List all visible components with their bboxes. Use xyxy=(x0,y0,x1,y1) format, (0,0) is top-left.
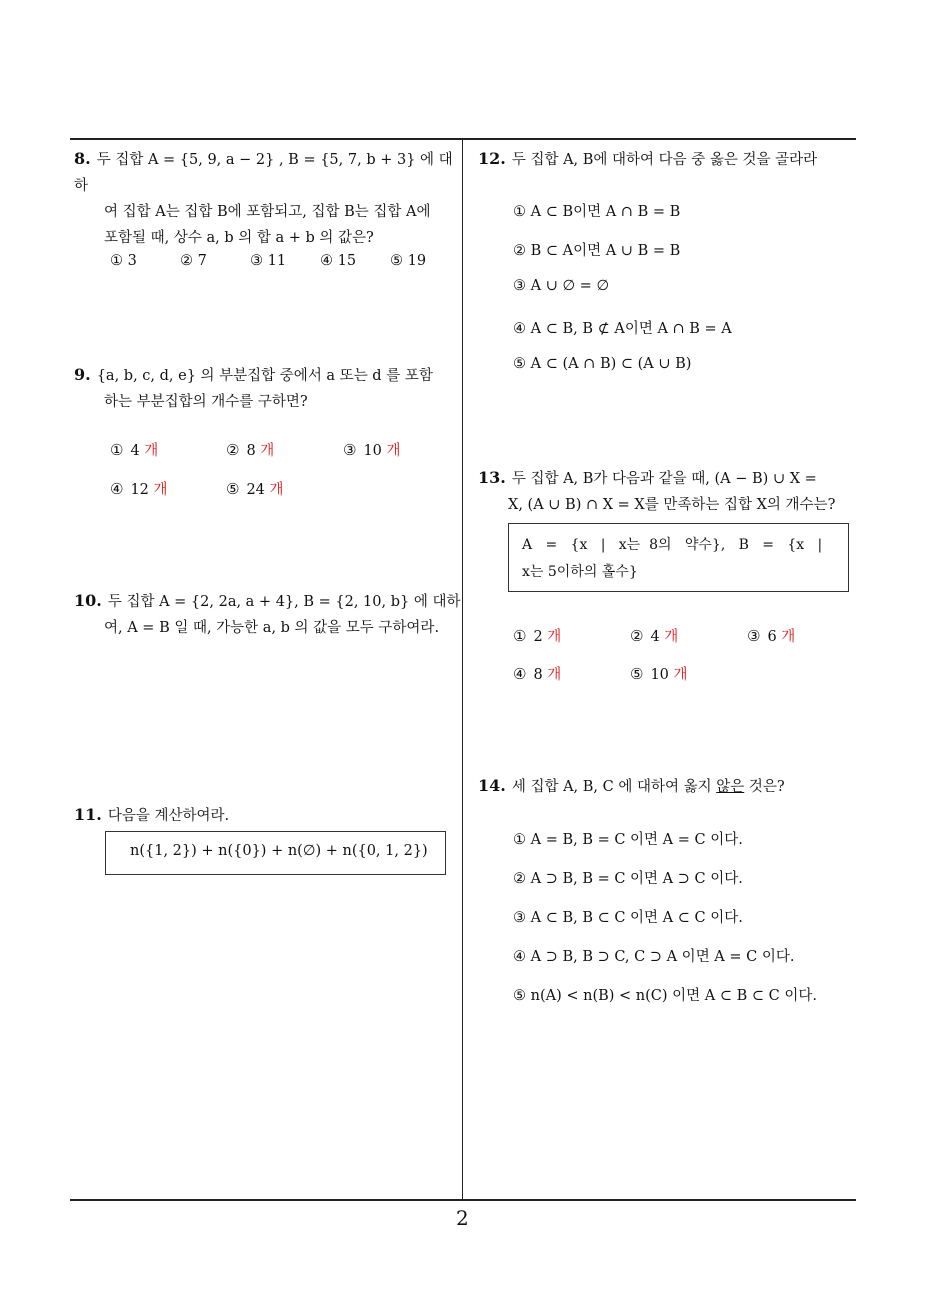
answer-option[interactable]: ① 2 개 xyxy=(513,627,562,645)
condition-text: x는 5이하의 홀수} xyxy=(522,564,638,580)
question-text: 포함될 때, 상수 a, b 의 합 a + b 의 값은? xyxy=(104,230,374,246)
question-10 xyxy=(74,588,464,641)
answer-option[interactable]: ⑤ n(A) < n(B) < n(C) 이면 A ⊂ B ⊂ C 이다. xyxy=(513,988,817,1004)
question-text: 하는 부분집합의 개수를 구하면? xyxy=(104,394,308,410)
bottom-rule xyxy=(70,1199,856,1201)
condition-text: A = {x | x는 8의 약수}, B = {x | xyxy=(522,537,823,553)
question-number: 8. xyxy=(74,149,91,168)
question-number: 13. xyxy=(478,468,506,487)
answer-option[interactable]: ① 4 개 xyxy=(110,441,159,459)
answer-option[interactable]: ② 4 개 xyxy=(630,627,679,645)
answer-option[interactable]: ② A ⊃ B, B = C 이면 A ⊃ C 이다. xyxy=(513,871,743,887)
answer-option[interactable]: ⑤ A ⊂ (A ∩ B) ⊂ (A ∪ B) xyxy=(513,356,692,372)
answer-option[interactable]: ⑤ 24 개 xyxy=(226,480,284,498)
condition-box xyxy=(508,523,849,592)
answer-option[interactable]: ③ 6 개 xyxy=(747,627,796,645)
question-number: 11. xyxy=(74,805,102,824)
top-rule xyxy=(70,138,856,140)
column-divider xyxy=(462,139,463,1201)
question-text: 두 집합 A = {2, 2a, a + 4}, B = {2, 10, b} 에 대하 xyxy=(107,594,461,610)
underlined-word: 않은 xyxy=(716,779,745,795)
question-13 xyxy=(478,465,863,518)
answer-option[interactable]: ③ 10 개 xyxy=(343,441,401,459)
question-text: X, (A ∪ B) ∩ X = X를 만족하는 집합 X의 개수는? xyxy=(508,497,836,513)
question-9 xyxy=(74,362,464,415)
question-11 xyxy=(74,802,464,829)
question-number: 14. xyxy=(478,776,506,795)
answer-option[interactable]: ④ 8 개 xyxy=(513,665,562,683)
question-8 xyxy=(74,146,464,251)
question-text: 두 집합 A = {5, 9, a − 2} , B = {5, 7, b + 3} 에 대하 xyxy=(74,152,453,194)
question-text: 두 집합 A, B가 다음과 같을 때, (A − B) ∪ X = xyxy=(511,471,817,487)
question-text: 것은? xyxy=(744,779,785,795)
answer-option[interactable]: ③ A ∪ ∅ = ∅ xyxy=(513,278,610,294)
answer-option[interactable]: ② B ⊂ A이면 A ∪ B = B xyxy=(513,243,681,259)
answer-option[interactable]: ① A ⊂ B이면 A ∩ B = B xyxy=(513,204,681,220)
question-12 xyxy=(478,146,863,173)
question-text: 두 집합 A, B에 대하여 다음 중 옳은 것을 골라라 xyxy=(511,152,818,168)
question-text: {a, b, c, d, e} 의 부분집합 중에서 a 또는 d 를 포함 xyxy=(96,368,433,384)
question-number: 10. xyxy=(74,591,102,610)
question-number: 9. xyxy=(74,365,91,384)
answer-option[interactable]: ① A = B, B = C 이면 A = C 이다. xyxy=(513,832,743,848)
answer-option[interactable]: ④ A ⊂ B, B ⊄ A이면 A ∩ B = A xyxy=(513,321,732,337)
answer-option[interactable]: ① 3 xyxy=(110,253,137,269)
answer-option[interactable]: ⑤ 10 개 xyxy=(630,665,688,683)
question-text: 세 집합 A, B, C 에 대하여 옳지 xyxy=(511,779,717,795)
answer-option[interactable]: ③ A ⊂ B, B ⊂ C 이면 A ⊂ C 이다. xyxy=(513,910,743,926)
answer-option[interactable]: ③ 11 xyxy=(250,253,287,269)
question-text: 다음을 계산하여라. xyxy=(107,808,230,824)
answer-option[interactable]: ④ A ⊃ B, B ⊃ C, C ⊃ A 이면 A = C 이다. xyxy=(513,949,795,965)
answer-option[interactable]: ④ 12 개 xyxy=(110,480,168,498)
page-number: 2 xyxy=(456,1206,469,1230)
question-number: 12. xyxy=(478,149,506,168)
answer-option[interactable]: ② 7 xyxy=(180,253,207,269)
answer-option[interactable]: ② 8 개 xyxy=(226,441,275,459)
question-14 xyxy=(478,773,863,800)
expression: n({1, 2}) + n({0}) + n(∅) + n({0, 1, 2}) xyxy=(130,843,428,859)
question-text: 여 집합 A는 집합 B에 포함되고, 집합 B는 집합 A에 xyxy=(104,204,431,220)
answer-option[interactable]: ④ 15 xyxy=(320,253,357,269)
question-text: 여, A = B 일 때, 가능한 a, b 의 값을 모두 구하여라. xyxy=(104,620,440,636)
answer-option[interactable]: ⑤ 19 xyxy=(390,253,427,269)
expression-box xyxy=(105,831,446,875)
